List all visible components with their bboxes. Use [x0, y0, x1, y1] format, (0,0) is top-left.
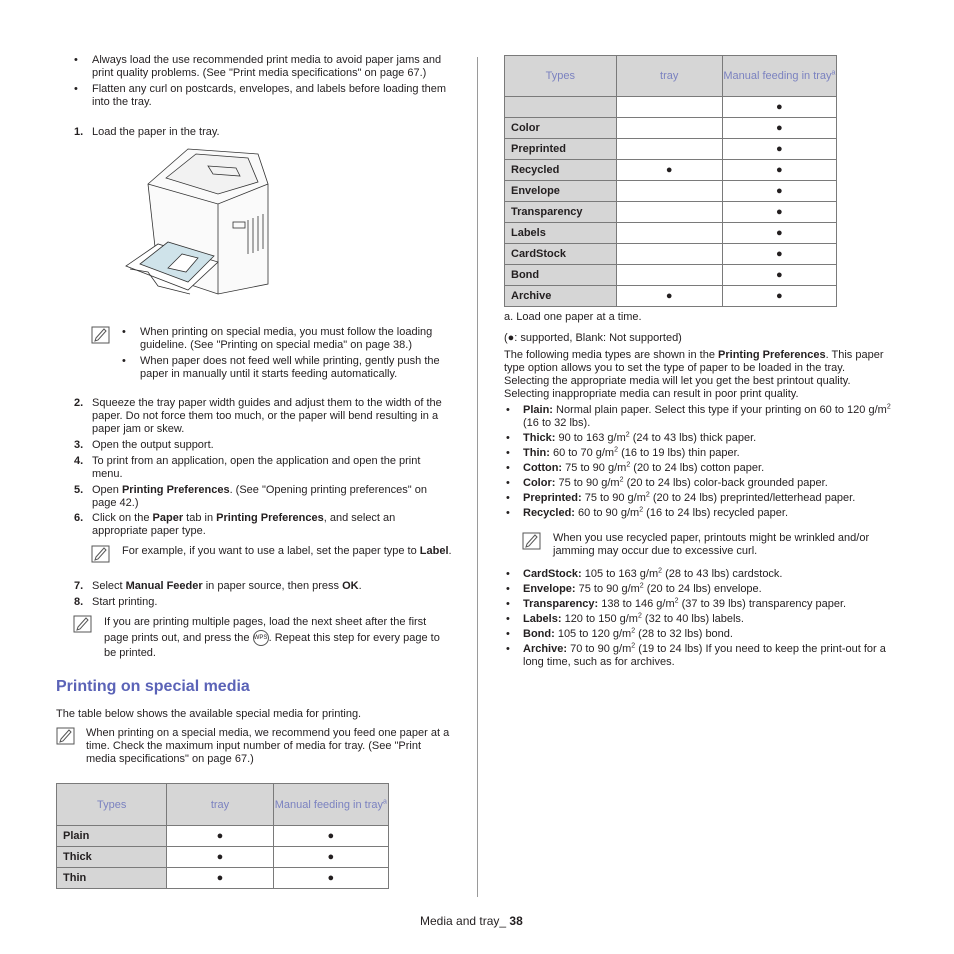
tray-support-cell: ●: [616, 160, 722, 181]
step-number: 5.: [74, 484, 84, 496]
tray-support-cell: ●: [167, 868, 273, 889]
legend-text: (●: supported, Blank: Not supported): [504, 332, 682, 344]
step-text: Load the paper in the tray.: [92, 126, 220, 138]
table-row: [57, 868, 389, 889]
note-icon: [73, 615, 93, 633]
list-item: • Labels: 120 to 150 $g/m^2$ (32 to 40 lbs) labels.: [505, 613, 895, 626]
section-heading: Printing on special media: [56, 678, 250, 695]
note-icon: [56, 727, 76, 745]
note-1: [121, 326, 451, 384]
list-item: • Bond: 105 to 120 $g/m^2$ (28 to 32 lbs) bond.: [505, 628, 895, 641]
note-icon: [91, 545, 111, 563]
table-row: [505, 181, 837, 202]
manual-support-cell: ●: [273, 826, 388, 847]
tray-support-cell: [616, 118, 722, 139]
column-divider: [477, 57, 478, 897]
step-text: Squeeze the tray paper width guides and adjust them to the width of the paper. Do not force them too much, or the paper will bend resulting in a paper jam or skew.: [92, 397, 442, 435]
intro-text: The table below shows the available special media for printing.: [56, 708, 362, 720]
manual-support-cell: ●: [722, 223, 836, 244]
step-number: 1.: [74, 126, 84, 138]
header-tray: tray: [167, 784, 273, 826]
media-type-cell: Labels: [505, 223, 617, 244]
manual-support-cell: ●: [722, 202, 836, 223]
media-type-cell: Envelope: [505, 181, 617, 202]
tray-support-cell: ●: [167, 826, 273, 847]
step-number: 7.: [74, 580, 84, 592]
media-types-list-2: [505, 568, 895, 671]
tray-support-cell: ●: [616, 286, 722, 307]
media-type-cell: Color: [505, 118, 617, 139]
media-type-cell: Recycled: [505, 160, 617, 181]
intro-bullets: [73, 54, 451, 112]
manual-support-cell: ●: [273, 847, 388, 868]
media-table-left: [56, 783, 389, 889]
table-footnote: a. Load one paper at a time.: [504, 311, 642, 323]
media-types-paragraph: The following media types are shown in the Printing Preferences. This paper type option allows you to set the type of paper to be loaded in the tray. Selecting the appropriate media will let you get the best printout quality. Selecting inappropriate media can result in poor print quality.: [504, 349, 884, 400]
step-number: 4.: [74, 455, 84, 467]
table-row: [57, 847, 389, 868]
step-number: 8.: [74, 596, 84, 608]
media-table-right: [504, 55, 837, 307]
media-type-cell: Thin: [57, 868, 167, 889]
step-text: Open the output support.: [92, 439, 214, 451]
table-row: [505, 118, 837, 139]
list-item: • When paper does not feed well while printing, gently push the paper in manually until it starts feeding automatically.: [121, 355, 451, 381]
wps-button-icon: WPS: [253, 630, 269, 646]
list-item: • Always load the use recommended print media to avoid paper jams and print quality problems. (See "Print media specifications" on page 67.): [73, 54, 451, 80]
media-type-cell: Bond: [505, 265, 617, 286]
manual-support-cell: ●: [722, 97, 836, 118]
printer-illustration: [118, 144, 290, 296]
step-text: Open Printing Preferences. (See "Opening printing preferences" on page 42.): [92, 484, 427, 509]
step-number: 3.: [74, 439, 84, 451]
tray-support-cell: [616, 181, 722, 202]
table-row: [505, 265, 837, 286]
tray-support-cell: [616, 244, 722, 265]
tray-support-cell: [616, 265, 722, 286]
step-number: 2.: [74, 397, 84, 409]
list-item: • When printing on special media, you must follow the loading guideline. (See "Printing on special media" on page 38.): [121, 326, 451, 352]
list-item: • Cotton: 75 to 90 $g/m^2$ (20 to 24 lbs) cotton paper.: [505, 462, 895, 475]
step-number: 6.: [74, 512, 84, 524]
note-4: When printing on a special media, we recommend you feed one paper at a time. Check the maximum input number of media for tray. (See "Print media specifications" on page 67.): [86, 727, 450, 765]
table-row: [505, 97, 837, 118]
note-3: If you are printing multiple pages, load the next sheet after the first page prints out, and press the WPS. Repeat this step for every page to be printed.: [104, 616, 440, 659]
header-types: Types: [505, 56, 617, 97]
list-item: • Plain: Normal plain paper. Select this type if your printing on 60 to 120 $g/m^2$ (16 to 32 lbs).: [505, 404, 895, 430]
step-text: To print from an application, open the application and open the print menu.: [92, 455, 421, 480]
list-item: • Archive: 70 to 90 $g/m^2$ (19 to 24 lbs) If you need to keep the print-out for a long time, such as for archives.: [505, 643, 895, 669]
table-row: [505, 223, 837, 244]
table-row: [505, 244, 837, 265]
table-row: [505, 286, 837, 307]
list-item: • Preprinted: 75 to 90 $g/m^2$ (20 to 24 lbs) preprinted/letterhead paper.: [505, 492, 895, 505]
note-2: For example, if you want to use a label, set the paper type to Label.: [122, 545, 452, 557]
header-types: Types: [57, 784, 167, 826]
header-tray: tray: [616, 56, 722, 97]
media-types-list: [505, 404, 895, 522]
tray-support-cell: [616, 139, 722, 160]
manual-support-cell: ●: [722, 244, 836, 265]
list-item: • Color: 75 to 90 $g/m^2$ (20 to 24 lbs) color-back grounded paper.: [505, 477, 895, 490]
manual-support-cell: ●: [722, 160, 836, 181]
note-icon: [91, 326, 111, 344]
media-type-cell: Plain: [57, 826, 167, 847]
tray-support-cell: ●: [167, 847, 273, 868]
step-text: Start printing.: [92, 596, 158, 608]
list-item: • Envelope: 75 to 90 $g/m^2$ (20 to 24 lbs) envelope.: [505, 583, 895, 596]
list-item: • Flatten any curl on postcards, envelopes, and labels before loading them into the tray.: [73, 83, 451, 109]
note-icon: [522, 532, 542, 550]
header-manual: Manual feeding in tray$^a$: [722, 56, 836, 97]
media-type-cell: CardStock: [505, 244, 617, 265]
note-recycled: When you use recycled paper, printouts might be wrinkled and/or jamming may occur due to excessive curl.: [553, 532, 870, 557]
manual-support-cell: ●: [722, 139, 836, 160]
manual-support-cell: ●: [722, 286, 836, 307]
tray-support-cell: [616, 223, 722, 244]
tray-support-cell: [616, 97, 722, 118]
table-row: [505, 139, 837, 160]
media-type-cell: Thick: [57, 847, 167, 868]
step-text: Click on the Paper tab in Printing Preferences, and select an appropriate paper type.: [92, 512, 396, 537]
list-item: • CardStock: 105 to 163 $g/m^2$ (28 to 43 lbs) cardstock.: [505, 568, 895, 581]
manual-support-cell: ●: [273, 868, 388, 889]
list-item: • Thin: 60 to 70 $g/m^2$ (16 to 19 lbs) thin paper.: [505, 447, 895, 460]
manual-support-cell: ●: [722, 118, 836, 139]
list-item: • Thick: 90 to 163 $g/m^2$ (24 to 43 lbs) thick paper.: [505, 432, 895, 445]
header-manual: Manual feeding in tray$^a$: [273, 784, 388, 826]
media-type-cell: [505, 97, 617, 118]
manual-support-cell: ●: [722, 265, 836, 286]
manual-support-cell: ●: [722, 181, 836, 202]
media-type-cell: Archive: [505, 286, 617, 307]
page-footer: Media and tray_ 38: [420, 914, 523, 928]
table-row: [505, 160, 837, 181]
list-item: • Transparency: 138 to 146 $g/m^2$ (37 to 39 lbs) transparency paper.: [505, 598, 895, 611]
tray-support-cell: [616, 202, 722, 223]
list-item: • Recycled: 60 to 90 $g/m^2$ (16 to 24 lbs) recycled paper.: [505, 507, 895, 520]
step-text: Select Manual Feeder in paper source, then press OK.: [92, 580, 362, 592]
table-row: [505, 202, 837, 223]
table-row: [57, 826, 389, 847]
media-type-cell: Preprinted: [505, 139, 617, 160]
media-type-cell: Transparency: [505, 202, 617, 223]
